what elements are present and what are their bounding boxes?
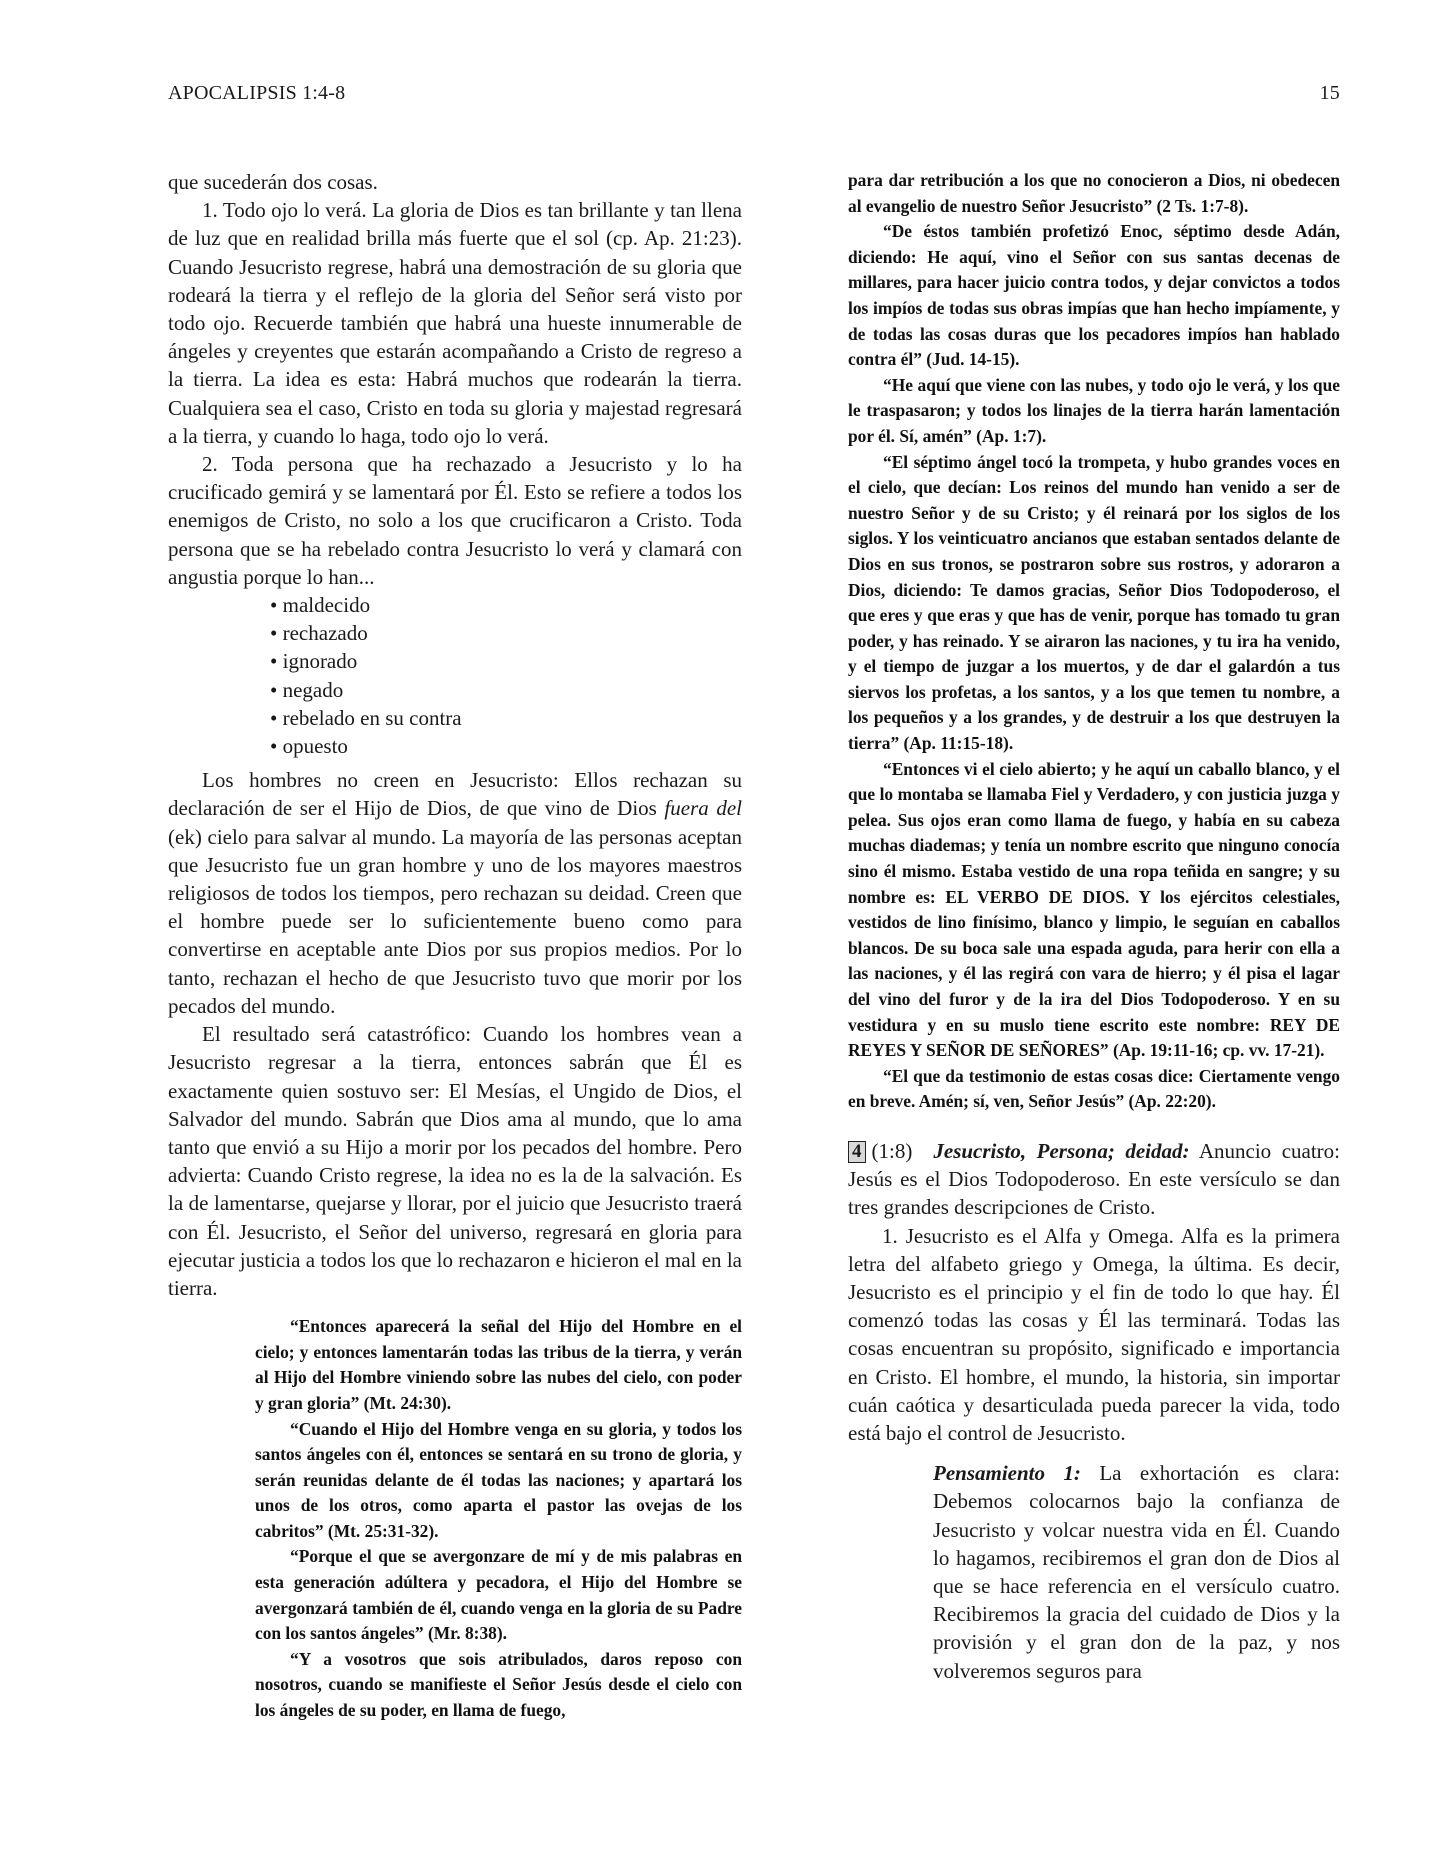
right-column — [848, 168, 1340, 1685]
list-item: • rebelado en su contra — [270, 704, 742, 732]
verse-number-box: 4 — [848, 1141, 866, 1163]
scripture-quotes-right — [848, 168, 1340, 1115]
unbelief-paragraph: Los hombres no creen en Jesucristo: Ellos rechazan su declaración de ser el Hijo de Dios, de que vino de Dios fuera del (ek) cielo para salvar al mundo. La mayoría de las personas aceptan que Jesucristo fue un gran hombre y uno de los mayores maestros religiosos de todos los tiempos, pero rechazan su deidad. Creen que el hombre puede ser lo suficientemente bueno como para convertirse en aceptable ante Dios por sus propios medios. Por lo tanto, rechazan el hecho de que Jesucristo tuvo que morir por los pecados del mundo. — [168, 768, 742, 1018]
scripture-quote: “He aquí que viene con las nubes, y todo ojo le verá, y los que le traspasaron; y todos los linajes de la tierra harán lamentación por él. Sí, amén” (Ap. 1:7). — [848, 374, 1340, 446]
thought-label: Pensamiento 1: — [933, 1461, 1081, 1486]
scripture-quote: “Porque el que se avergonzare de mí y de mis palabras en esta generación adúltera y pecadora, el Hijo del Hombre se avergonzará también de él, cuando venga en la gloria de su Padre con los santos ángeles” (Mr. 8:38). — [255, 1546, 742, 1644]
thought-paragraph: Pensamiento 1: La exhortación es clara: Debemos colocarnos bajo la confianza de Jesucristo y volcar nuestra vida en Él. Cuando lo hagamos, recibiremos el gran don de Dios al que se hace referencia en el versículo cuatro. Recibiremos la gracia del cuidado de Dios y la provisión y el gran don de la paz, y nos volveremos seguros para — [933, 1461, 1340, 1683]
scripture-quote: “El séptimo ángel tocó la trompeta, y hubo grandes voces en el cielo, que decían: Los reinos del mundo han venido a ser de nuestro Señor y de su Cristo; y él reinará por los siglos de los siglos. Y los veinticuatro ancianos que estaban sentados delante de Dios en sus tronos, se postraron sobre sus rostros, y adoraron a Dios, diciendo: Te damos gracias, Señor Dios Todopoderoso, el que eres y que eras y que has de venir, porque has tomado tu gran poder, y has reinado. Y se airaron las naciones, y tu ira ha venido, y el tiempo de juzgar a los muertos, y de dar el galardón a tus siervos los profetas, a los santos, y a los que temen tu nombre, a los pequeños y a los grandes, y de destruir a los que destruyen la tierra” (Ap. 11:15-18). — [848, 451, 1340, 754]
scripture-quote: “El que da testimonio de estas cosas dice: Ciertamente vengo en breve. Amén; sí, ven, Señor Jesús” (Ap. 22:20). — [848, 1065, 1340, 1112]
section-heading: Jesucristo, Persona; deidad: — [933, 1138, 1190, 1163]
scripture-quote: “Cuando el Hijo del Hombre venga en su gloria, y todos los santos ángeles con él, entonces se sentará en su trono de gloria, y serán reunidas delante de él todas las naciones; y apartará los unos de los otros, como aparta el pastor las ovejas de los cabritos” (Mt. 25:31-32). — [255, 1418, 742, 1541]
running-header — [168, 82, 1340, 105]
scripture-quote: “De éstos también profetizó Enoc, séptimo desde Adán, diciendo: He aquí, vino el Señor con sus santas decenas de millares, para hacer juicio contra todos, y dejar convictos a todos los impíos de todas sus obras impías que han hecho impíamente, y de todas las cosas duras que los pecadores impíos han hablado contra él” (Jud. 14-15). — [848, 221, 1340, 370]
bullet-list — [168, 591, 742, 760]
scripture-quotes-left — [255, 1314, 742, 1724]
verse-reference: (1:8) — [871, 1138, 913, 1163]
page-number: 15 — [1319, 82, 1340, 104]
italic-phrase: fuera del — [664, 796, 742, 821]
section-4-intro: 4 (1:8) Jesucristo, Persona; deidad: Anuncio cuatro: Jesús es el Dios Todopoderoso. En este versículo se dan tres grandes descripciones de Cristo. — [848, 1138, 1341, 1220]
left-column — [168, 168, 742, 1724]
list-item: • opuesto — [270, 732, 742, 760]
list-item: • negado — [270, 676, 742, 704]
result-paragraph: El resultado será catastrófico: Cuando los hombres vean a Jesucristo regresar a la tierra, entonces sabrán que Él es exactamente quien sostuvo ser: El Mesías, el Ungido de Dios, el Salvador del mundo. Sabrán que Dios ama al mundo, que lo ama tanto que envió a su Hijo a morir por los pecados del hombre. Pero advierta: Cuando Cristo regrese, la idea no es la de la salvación. Es la de lamentarse, quejarse y llorar, por el juicio que Jesucristo traerá con Él. Jesucristo, el Señor del universo, regresará en gloria para ejecutar justicia a todos los que lo rechazaron e hicieron el mal en la tierra. — [168, 1022, 742, 1300]
scripture-quote: “Y a vosotros que sois atribulados, daros reposo con nosotros, cuando se manifieste el Señor Jesús desde el cielo con los ángeles de su poder, en llama de fuego, — [255, 1648, 742, 1721]
scripture-quote-continuation: para dar retribución a los que no conocieron a Dios, ni obedecen al evangelio de nuestro Señor Jesucristo” (2 Ts. 1:7-8). — [848, 170, 1340, 216]
point-1-paragraph: 1. Todo ojo lo verá. La gloria de Dios es tan brillante y tan llena de luz que en realidad brilla más fuerte que el sol (cp. Ap. 21:23). Cuando Jesucristo regrese, habrá una demostración de su gloria que rodeará la tierra y el reflejo de la gloria del Señor será visto por todo ojo. Recuerde también que habrá una hueste innumerable de ángeles y creyentes que estarán acompañando a Cristo de regreso a la tierra. La idea es esta: Habrá muchos que rodearán la tierra. Cualquiera sea el caso, Cristo en toda su gloria y majestad regresará a la tierra, y cuando lo haga, todo ojo lo verá. — [168, 198, 742, 448]
list-item: • ignorado — [270, 647, 742, 675]
section-4-point-1: 1. Jesucristo es el Alfa y Omega. Alfa es la primera letra del alfabeto griego y Omega, la última. Es decir, Jesucristo es el principio y el fin de todo lo que hay. Él comenzó todas las cosas y Él las terminará. Todas las cosas encuentran su propósito, significado e importancia en Cristo. El hombre, el mundo, la historia, sin importar cuán caótica y desarticulada pueda parecer la vida, todo está bajo el control de Jesucristo. — [848, 1223, 1340, 1445]
scripture-quote: “Entonces aparecerá la señal del Hijo del Hombre en el cielo; y entonces lamentarán todas las tribus de la tierra, y verán al Hijo del Hombre viniendo sobre las nubes del cielo, con poder y gran gloria” (Mt. 24:30). — [255, 1316, 742, 1413]
list-item: • rechazado — [270, 619, 742, 647]
running-title: APOCALIPSIS 1:4-8 — [168, 82, 346, 104]
scripture-quote: “Entonces vi el cielo abierto; y he aquí un caballo blanco, y el que lo montaba se llamaba Fiel y Verdadero, y con justicia juzga y pelea. Sus ojos eran como llama de fuego, y había en su cabeza muchas diademas; y tenía un nombre escrito que ninguno conocía sino él mismo. Estaba vestido de una ropa teñida en sangre; y su nombre es: EL VERBO DE DIOS. Y los ejércitos celestiales, vestidos de lino finísimo, blanco y limpio, le seguían en caballos blancos. De su boca sale una espada aguda, para herir con ella a las naciones, y él las regirá con vara de hierro; y él pisa el lagar del vino del furor y de la ira del Dios Todopoderoso. Y en su vestidura y en su muslo tiene escrito este nombre: REY DE REYES Y SEÑOR DE SEÑORES” (Ap. 19:11-16; cp. vv. 17-21). — [848, 758, 1340, 1061]
list-item: • maldecido — [270, 591, 742, 619]
intro-line: que sucederán dos cosas. — [168, 170, 378, 194]
point-2-paragraph: 2. Toda persona que ha rechazado a Jesucristo y lo ha crucificado gemirá y se lamentará por Él. Esto se refiere a todos los enemigos de Cristo, no solo a los que crucificaron a Cristo. Toda persona que se ha rebelado contra Jesucristo lo verá y clamará con angustia porque lo han... — [168, 452, 742, 589]
